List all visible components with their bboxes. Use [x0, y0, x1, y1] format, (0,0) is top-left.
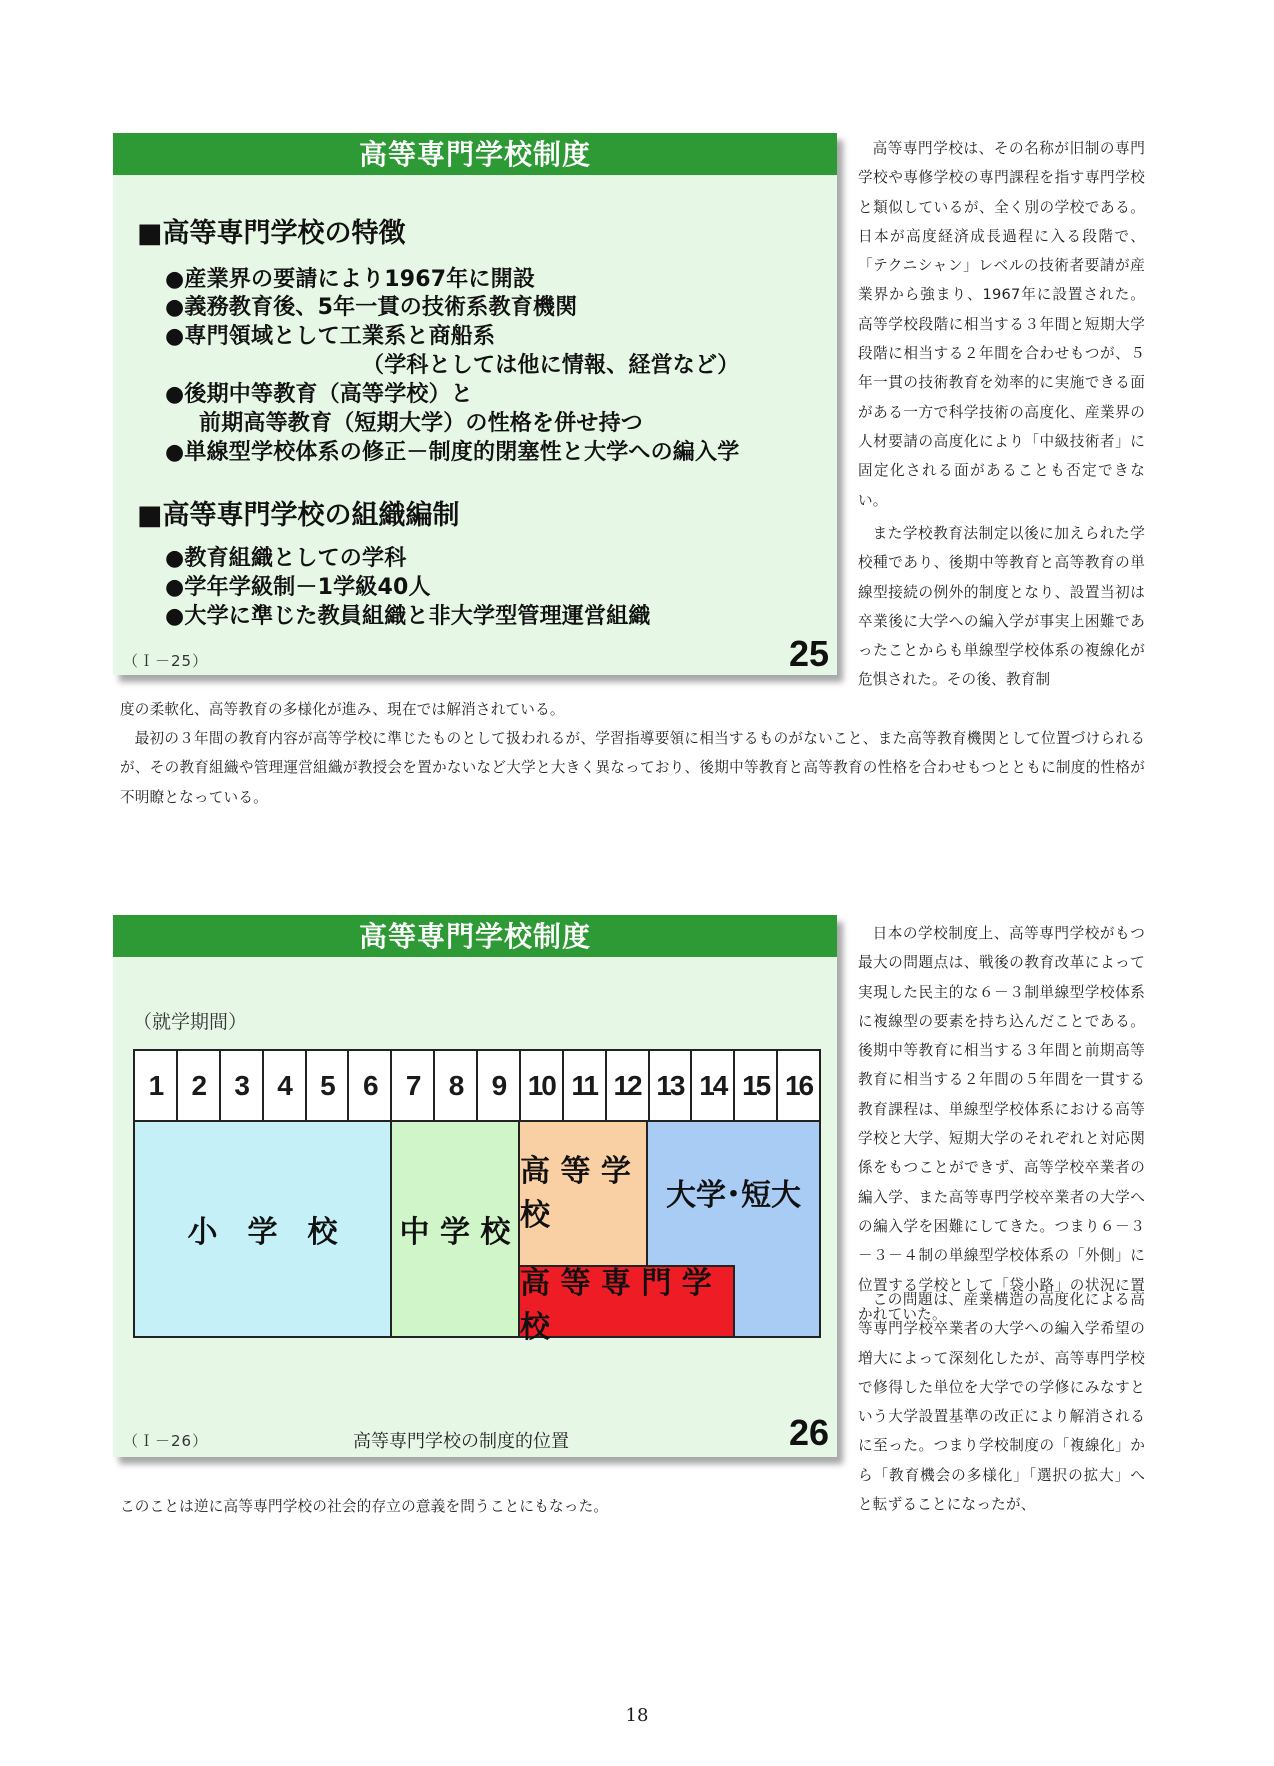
section-heading-features: ■高等専門学校の特徴 — [137, 218, 406, 249]
block-university: 大学･短大 — [648, 1122, 819, 1336]
section-heading-organization: ■高等専門学校の組織編制 — [137, 500, 460, 531]
side-paragraph-4: この問題は、産業構造の高度化による高等専門学校卒業者の大学への編入学希望の増大によって深刻化したが、高等専門学校で修得した単位を大学での学修にみなすという大学設置基準の改正により解消されるに至った。つまり学校制度の「複線化」から「教育機会の多様化」「選択の拡大」へと転ずることになったが、 — [858, 1291, 1145, 1514]
year-cell: 11 — [564, 1051, 607, 1120]
year-cell: 16 — [784, 1069, 813, 1101]
year-cell: 7 — [392, 1051, 435, 1120]
side-paragraph-3: 日本の学校制度上、高等専門学校がもつ最大の問題点は、戦後の教育改革によって実現した民主的な６－３制単線型学校体系に複線型の要素を持ち込んだことである。後期中等教育に相当する３年間と前期高等教育に相当する２年間の５年間を一貫する教育課程は、単線型学校体系における高等学校と大学、短期大学のそれぞれと対応関係をもつことができず、高等学校卒業者の編入学、また高等専門学校卒業者の大学への編入学を困難にしてきた。つまり６－３－３－４制の単線型学校体系の「外側」に位置する学校として「袋小路」の状況に置かれていた。 — [858, 925, 1145, 1323]
page-number: 18 — [625, 1705, 649, 1726]
year-cell: 12 — [607, 1051, 650, 1120]
full-paragraph-2: 最初の３年間の教育内容が高等学校に準じたものとして扱われるが、学習指導要領に相当するものがないこと、また高等教育機関として位置づけられるが、その教育組織や管理運営組織が教授会を置かないなど大学と大きく異なっており、後期中等教育と高等教育の性格を合わせもつとともに制度的性格が不明瞭となっている。 — [120, 730, 1145, 806]
side-paragraph-2: また学校教育法制定以後に加えられた学校種であり、後期中等教育と高等教育の単線型接続の例外的制度となり、設置当初は卒業後に大学への編入学が事実上困難であったことからも単線型学校体系の複線化が危惧された。その後、教育制 — [858, 525, 1145, 689]
slide-code: （Ｉ－26） — [123, 1432, 209, 1450]
year-cell: 15 — [735, 1051, 778, 1120]
year-cell: 14 — [692, 1051, 735, 1120]
bullet-item: ●教育組織としての学科 — [165, 546, 407, 571]
bullet-item: 前期高等教育（短期大学）の性格を併せ持つ — [199, 411, 644, 436]
full-paragraph-1: 度の柔軟化、高等教育の多様化が進み、現在では解消されている。 — [120, 701, 565, 718]
year-cell: 3 — [221, 1051, 264, 1120]
bullet-item: ●義務教育後、5年一貫の技術系教育機関 — [165, 295, 578, 320]
slide-number: 26 — [788, 1412, 829, 1453]
slide-title: 高等専門学校制度 — [113, 915, 837, 957]
school-system-chart — [133, 1049, 821, 1345]
year-cell: 6 — [349, 1051, 392, 1120]
block-elementary: 小 学 校 — [135, 1122, 392, 1336]
year-cell: 8 — [435, 1051, 478, 1120]
bullet-item: ●専門領域として工業系と商船系 — [165, 324, 496, 349]
slide-25 — [113, 133, 837, 675]
bullet-item: ●後期中等教育（高等学校）と — [165, 382, 473, 407]
bullet-item: ●産業界の要請により1967年に開設 — [165, 267, 536, 292]
block-high-school: 高 等 学 校 — [520, 1122, 648, 1267]
year-row — [135, 1051, 819, 1122]
slide-caption: 高等専門学校の制度的位置 — [353, 1431, 569, 1452]
block-kosen: 高 等 専 門 学 校 — [520, 1265, 735, 1336]
bullet-item: ●学年学級制－1学級40人 — [165, 575, 431, 600]
slide-title: 高等専門学校制度 — [113, 133, 837, 175]
full-paragraph-3: このことは逆に高等専門学校の社会的存立の意義を問うことにもなった。 — [120, 1498, 609, 1515]
slide-26 — [113, 915, 837, 1457]
slide-number: 25 — [788, 633, 829, 674]
bullet-item: ●大学に準じた教員組織と非大学型管理運営組織 — [165, 604, 651, 629]
bullet-item: （学科としては他に情報、経営など） — [362, 353, 740, 378]
year-cell: 13 — [650, 1051, 693, 1120]
block-junior-high: 中 学 校 — [392, 1122, 520, 1336]
year-cell: 2 — [178, 1051, 221, 1120]
year-cell: 1 — [135, 1051, 178, 1120]
year-cell: 10 — [521, 1051, 564, 1120]
period-label: （就学期間） — [133, 1011, 248, 1033]
slide-code: （Ｉ－25） — [123, 652, 209, 670]
side-paragraph-1: 高等専門学校は、その名称が旧制の専門学校や専修学校の専門課程を指す専門学校と類似しているが、全く別の学校である。日本が高度経済成長過程に入る段階で、「テクニシャン」レベルの技術者要請が産業界から強まり、1967年に設置された。高等学校段階に相当する３年間と短期大学段階に相当する２年間を合わせもつが、５年一貫の技術教育を効率的に実施できる面がある一方で科学技術の高度化、産業界の人材要請の高度化により「中級技術者」に固定化される面があることも否定できない。 — [858, 140, 1145, 509]
year-cell: 4 — [264, 1051, 307, 1120]
year-cell: 5 — [307, 1051, 350, 1120]
bullet-item: ●単線型学校体系の修正－制度的閉塞性と大学への編入学 — [165, 440, 740, 465]
year-cell: 9 — [478, 1051, 521, 1120]
